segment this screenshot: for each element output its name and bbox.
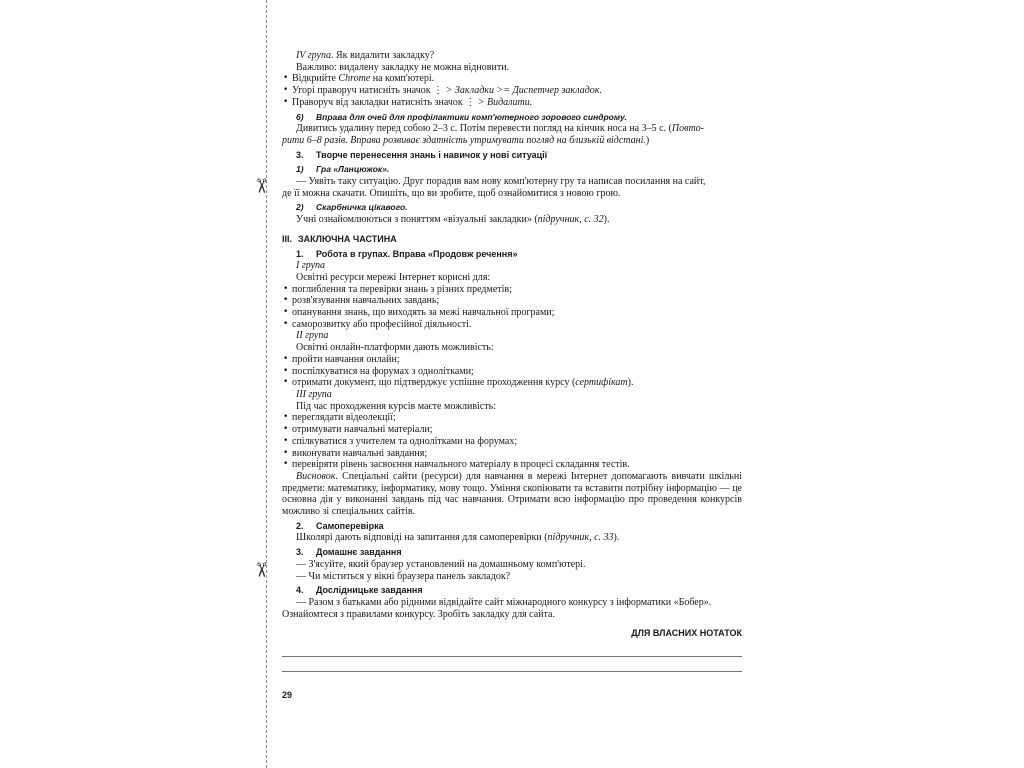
exercise-heading: 6) Вправа для очей для профілактики комп'ютерного зорового синдрому. <box>296 111 627 122</box>
notes-heading: ДЛЯ ВЛАСНИХ НОТАТОК <box>631 628 742 639</box>
paragraph: Дивитись удалину перед собою 2–3 с. Потім перевести погляд на кінчик носа на 3–5 с. (Повто- <box>296 123 704 135</box>
section-heading: 3. Творче перенесення знань і навичок у нові ситуації <box>296 149 548 160</box>
part-heading: III. ЗАКЛЮЧНА ЧАСТИНА <box>282 233 397 244</box>
list-item: • поглиблення та перевірки знань з різних предметів; <box>282 284 742 296</box>
page-number: 29 <box>282 690 293 701</box>
list-item: • перевіряти рівень засвоєння навчального матеріалу в процесі складання тестів. <box>282 459 742 471</box>
list-item: • Відкрийте Chrome на комп'ютері. <box>282 73 742 85</box>
section-heading: 1. Робота в групах. Вправа «Продовж речення» <box>296 248 518 259</box>
group-1-title: I група <box>296 260 326 272</box>
group-2-title: II група <box>296 330 329 342</box>
list-item: • саморозвитку або професійної діяльності. <box>282 319 742 331</box>
paragraph: — Чи міститься у вікні браузера панель закладок? <box>296 570 511 582</box>
section-heading: 2. Самоперевірка <box>296 520 384 531</box>
paragraph: Учні ознайомлюються з поняттям «візуальні закладки» (підручник, с. 32). <box>296 214 610 226</box>
subsection-heading: 2) Скарбничка цікавого. <box>296 202 408 213</box>
list-item: • опанування знань, що виходять за межі навчальної програми; <box>282 307 742 319</box>
list-item: • пройти навчання онлайн; <box>282 354 742 366</box>
list-item: • переглядати відеолекції; <box>282 412 742 424</box>
group-3-title: III група <box>296 388 332 400</box>
menu-dots-icon: ⋮ <box>433 85 444 97</box>
notes-line <box>282 656 742 657</box>
group-4-note: Важливо: видалену закладку не можна відновити. <box>296 61 510 73</box>
list-item: • отримати документ, що підтверджує успішне проходження курсу (сертифікат). <box>282 377 742 389</box>
section-heading: 3. Домашнє завдання <box>296 547 402 558</box>
list-item: • отримувати навчальні матеріали; <box>282 424 742 436</box>
paragraph: Під час проходження курсів маєте можливість: <box>296 400 496 412</box>
notes-line <box>282 671 742 672</box>
menu-dots-icon: ⋮ <box>465 96 476 108</box>
list-item: • поспілкуватися на форумах з однолітками; <box>282 366 742 378</box>
paragraph: Освітні ресурси мережі Інтернет корисні для: <box>296 271 491 283</box>
cut-line <box>266 0 267 768</box>
list-item: • Праворуч від закладки натисніть значок ⋮ > Видалити. <box>282 97 742 109</box>
document-page <box>282 50 742 702</box>
paragraph: де її можна скачати. Опишіть, що ви зробите, щоб ознайомитися з новою грою. <box>282 187 621 199</box>
list-item: • розв'язування навчальних завдань; <box>282 295 742 307</box>
group-4-title: IV група. Як видалити закладку? <box>296 50 435 61</box>
list-item: • виконувати навчальні завдання; <box>282 448 742 460</box>
conclusion-paragraph: Висновок. Спеціальні сайти (ресурси) для навчання в мережі Інтернет допомагають вивчати шкільні предмети: математику, інформатику, мову тощо. Уміння скопіювати та вставити потрібну інформацію — це основна дія у виконанні завдань під час навчання. Отримати всю інформацію про проведення конкурсів можливо зі спеціальних сайтів. <box>282 470 742 518</box>
list-item: • Угорі праворуч натисніть значок ⋮ > Закладки >= Диспетчер закладок. <box>282 85 742 97</box>
scissors-icon: ✂ <box>249 177 274 195</box>
list-item: • спілкуватися з учителем та однолітками на форумах; <box>282 436 742 448</box>
section-heading: 4. Дослідницьке завдання <box>296 585 423 596</box>
paragraph: Школярі дають відповіді на запитання для самоперевірки (підручник, с. 33). <box>296 532 620 544</box>
subsection-heading: 1) Гра «Ланцюжок». <box>296 164 390 175</box>
paragraph: рити 6–8 разів. Вправа розвиває здатність утримувати погляд на близькій відстані.) <box>282 134 650 146</box>
paragraph: — Уявіть таку ситуацію. Друг порадив вам нову комп'ютерну гру та написав посилання на сайт, <box>296 176 706 188</box>
paragraph: Ознайомтеся з правилами конкурсу. Зробіть закладку для сайта. <box>282 608 555 620</box>
scissors-icon: ✂ <box>249 561 274 579</box>
paragraph: — Разом з батьками або рідними відвідайте сайт міжнародного конкурсу з інформатики «Бобер». <box>296 596 712 608</box>
paragraph: — З'ясуйте, який браузер установлений на домашньому комп'ютері. <box>296 558 586 570</box>
paragraph: Освітні онлайн-платформи дають можливість: <box>296 342 494 354</box>
